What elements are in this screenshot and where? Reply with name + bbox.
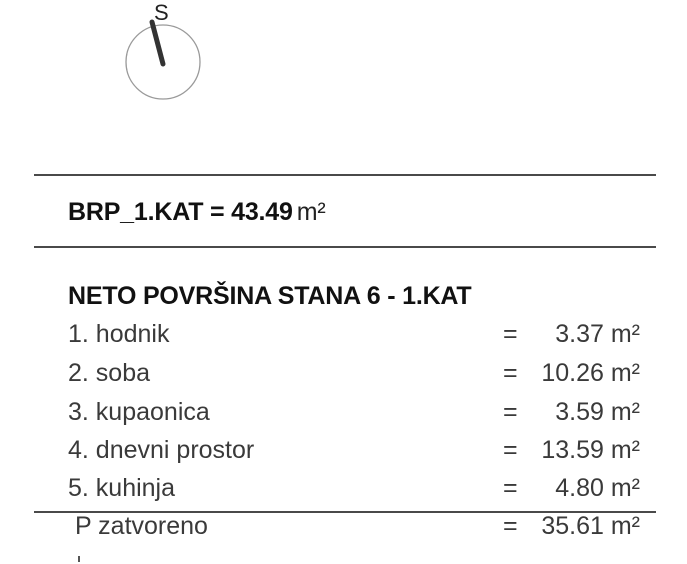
brp-label: BRP_1.KAT = 43.49 bbox=[68, 198, 293, 226]
cut-off-mark bbox=[78, 556, 80, 562]
equals-sign: = bbox=[503, 512, 518, 540]
compass-label: S bbox=[154, 0, 169, 25]
room-area: 4.80 m² bbox=[555, 474, 640, 502]
total-name: P zatvoreno bbox=[75, 512, 208, 540]
divider-top bbox=[34, 174, 656, 176]
equals-sign: = bbox=[503, 398, 518, 426]
equals-sign: = bbox=[503, 436, 518, 464]
room-area: 13.59 m² bbox=[541, 436, 640, 464]
north-arrow-compass bbox=[120, 0, 210, 110]
room-row bbox=[0, 436, 687, 468]
equals-sign: = bbox=[503, 320, 518, 348]
equals-sign: = bbox=[503, 474, 518, 502]
room-name: 3. kupaonica bbox=[68, 398, 210, 426]
room-row bbox=[0, 474, 687, 506]
room-row bbox=[0, 398, 687, 430]
divider-middle bbox=[34, 246, 656, 248]
room-area: 3.59 m² bbox=[555, 398, 640, 426]
room-row bbox=[0, 320, 687, 352]
room-name: 5. kuhinja bbox=[68, 474, 176, 502]
brp-unit: m² bbox=[296, 198, 326, 226]
room-area: 3.37 m² bbox=[555, 320, 640, 348]
total-area: 35.61 m² bbox=[541, 512, 640, 540]
room-row bbox=[0, 359, 687, 391]
total-row bbox=[0, 512, 687, 544]
room-name: 2. soba bbox=[68, 359, 151, 387]
room-name: 1. hodnik bbox=[68, 320, 170, 348]
compass-icon bbox=[120, 0, 210, 110]
room-name: 4. dnevni prostor bbox=[68, 436, 255, 464]
room-area: 10.26 m² bbox=[541, 359, 640, 387]
neto-heading: NETO POVRŠINA STANA 6 - 1.KAT bbox=[68, 282, 472, 310]
equals-sign: = bbox=[503, 359, 518, 387]
brp-summary bbox=[68, 198, 325, 227]
